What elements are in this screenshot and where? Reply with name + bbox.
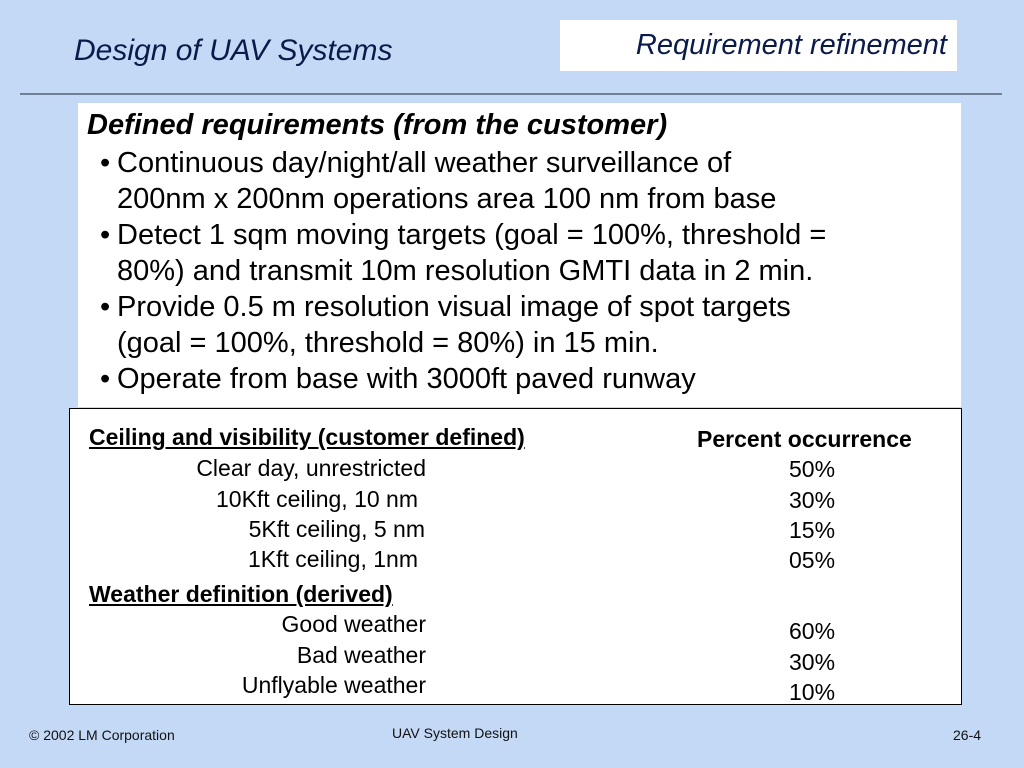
weather-row-value: 60%	[789, 618, 836, 644]
ceiling-row-value: 50%	[789, 456, 836, 482]
ceiling-row-label: 5Kft ceiling, 5 nm	[248, 516, 425, 542]
ceiling-row-value: 05%	[789, 547, 836, 573]
bullet-icon: •	[100, 291, 111, 323]
requirement-item	[100, 289, 826, 361]
weather-row-label: Good weather	[281, 611, 426, 637]
bullet-icon: •	[100, 363, 111, 395]
requirements-heading: Defined requirements (from the customer)	[87, 109, 668, 141]
section-title-box	[560, 20, 957, 71]
header-divider	[20, 93, 1002, 95]
requirement-line: Operate from base with 3000ft paved runway	[117, 363, 696, 395]
requirements-list	[100, 145, 826, 397]
footer-title: UAV System Design	[392, 725, 518, 741]
ceiling-row-label: 10Kft ceiling, 10 nm	[215, 486, 418, 512]
weather-row-label: Unflyable weather	[241, 672, 426, 698]
requirements-panel	[78, 103, 961, 407]
requirement-line: (goal = 100%, threshold = 80%) in 15 min.	[117, 327, 659, 359]
bullet-icon: •	[100, 219, 111, 251]
weather-definition-heading: Weather definition (derived)	[89, 581, 393, 607]
requirement-line: 200nm x 200nm operations area 100 nm from base	[117, 183, 777, 215]
weather-row-value: 30%	[789, 649, 836, 675]
ceiling-visibility-heading: Ceiling and visibility (customer defined)	[89, 424, 525, 450]
section-title: Requirement refinement	[635, 29, 947, 61]
weather-row-value: 10%	[789, 679, 836, 705]
bullet-icon: •	[100, 147, 111, 179]
page-number: 26-4	[953, 727, 982, 743]
requirement-item	[100, 145, 826, 217]
requirement-line: Continuous day/night/all weather surveillance of	[117, 147, 732, 179]
ceiling-row-value: 15%	[789, 517, 836, 543]
conditions-table	[69, 408, 962, 705]
ceiling-row-label: Clear day, unrestricted	[196, 455, 426, 481]
requirement-item	[100, 361, 826, 397]
requirement-line: Provide 0.5 m resolution visual image of spot targets	[117, 291, 791, 323]
requirement-line: 80%) and transmit 10m resolution GMTI data in 2 min.	[117, 255, 814, 287]
requirement-item	[100, 217, 826, 289]
requirement-line: Detect 1 sqm moving targets (goal = 100%, threshold =	[117, 219, 827, 251]
percent-occurrence-heading: Percent occurrence	[697, 426, 912, 452]
ceiling-row-label: 1Kft ceiling, 1nm	[247, 546, 418, 572]
weather-row-label: Bad weather	[296, 642, 426, 668]
ceiling-row-value: 30%	[789, 487, 836, 513]
deck-title: Design of UAV Systems	[74, 34, 393, 67]
copyright-footer: © 2002 LM Corporation	[29, 727, 175, 743]
